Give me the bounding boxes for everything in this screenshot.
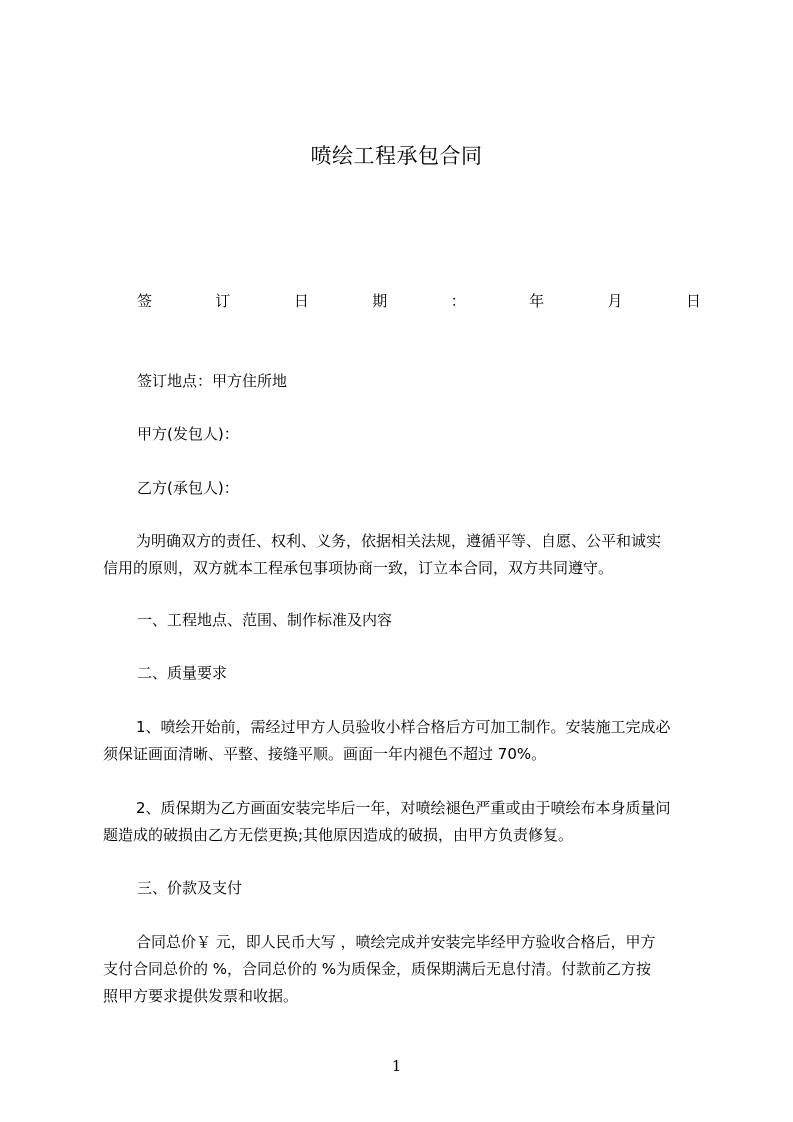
sign-date-char: ： (450, 292, 466, 310)
quality-1-line-1: 1、喷绘开始前，需经过甲方人员验收小样合格后方可加工制作。安装施工完成必 (136, 718, 671, 736)
quality-1-line-2: 须保证画面清晰、平整、接缝平顺。画面一年内褪色不超过 70%。 (103, 745, 547, 763)
payment-line-3: 照甲方要求提供发票和收据。 (103, 987, 299, 1005)
intro-paragraph (103, 528, 703, 582)
intro-line-1: 为明确双方的责任、权利、义务，依据相关法规，遵循平等、自愿、公平和诚实 (136, 532, 662, 550)
sign-date-char: 日 (685, 292, 701, 310)
payment-line-2: 支付合同总价的 %，合同总价的 %为质保金，质保期满后无息付清。付款前乙方按 (103, 960, 652, 978)
sign-date-char: 期 (372, 292, 388, 310)
section-3-heading: 三、价款及支付 (137, 879, 243, 897)
sign-date-char: 月 (607, 292, 623, 310)
sign-date-row (137, 290, 701, 312)
section-1-heading: 一、工程地点、范围、制作标准及内容 (137, 611, 393, 629)
party-a: 甲方(发包人)： (137, 425, 239, 443)
sign-date-char: 日 (293, 292, 309, 310)
quality-2-line-1: 2、质保期为乙方画面安装完毕后一年，对喷绘褪色严重或由于喷绘布本身质量问 (136, 799, 671, 817)
document-title: 喷绘工程承包合同 (310, 144, 483, 168)
quality-2-line-2: 题造成的破损由乙方无偿更换;其他原因造成的破损，由甲方负责修复。 (103, 826, 574, 844)
payment-line-1: 合同总价￥ 元，即人民币大写 ，喷绘完成并安装完毕经甲方验收合格后，甲方 (136, 933, 656, 951)
quality-clause-1 (103, 714, 703, 768)
sign-date-char: 订 (215, 292, 231, 310)
quality-clause-2 (103, 795, 703, 849)
party-b: 乙方(承包人)： (137, 479, 239, 497)
section-2-heading: 二、质量要求 (137, 664, 228, 682)
page-number: 1 (391, 1057, 402, 1075)
sign-place: 签订地点：甲方住所地 (137, 372, 288, 390)
intro-line-2: 信用的原则，双方就本工程承包事项协商一致，订立本合同，双方共同遵守。 (103, 559, 614, 577)
sign-date-char: 签 (137, 292, 153, 310)
sign-date-char: 年 (529, 292, 545, 310)
payment-clause (103, 929, 703, 1010)
